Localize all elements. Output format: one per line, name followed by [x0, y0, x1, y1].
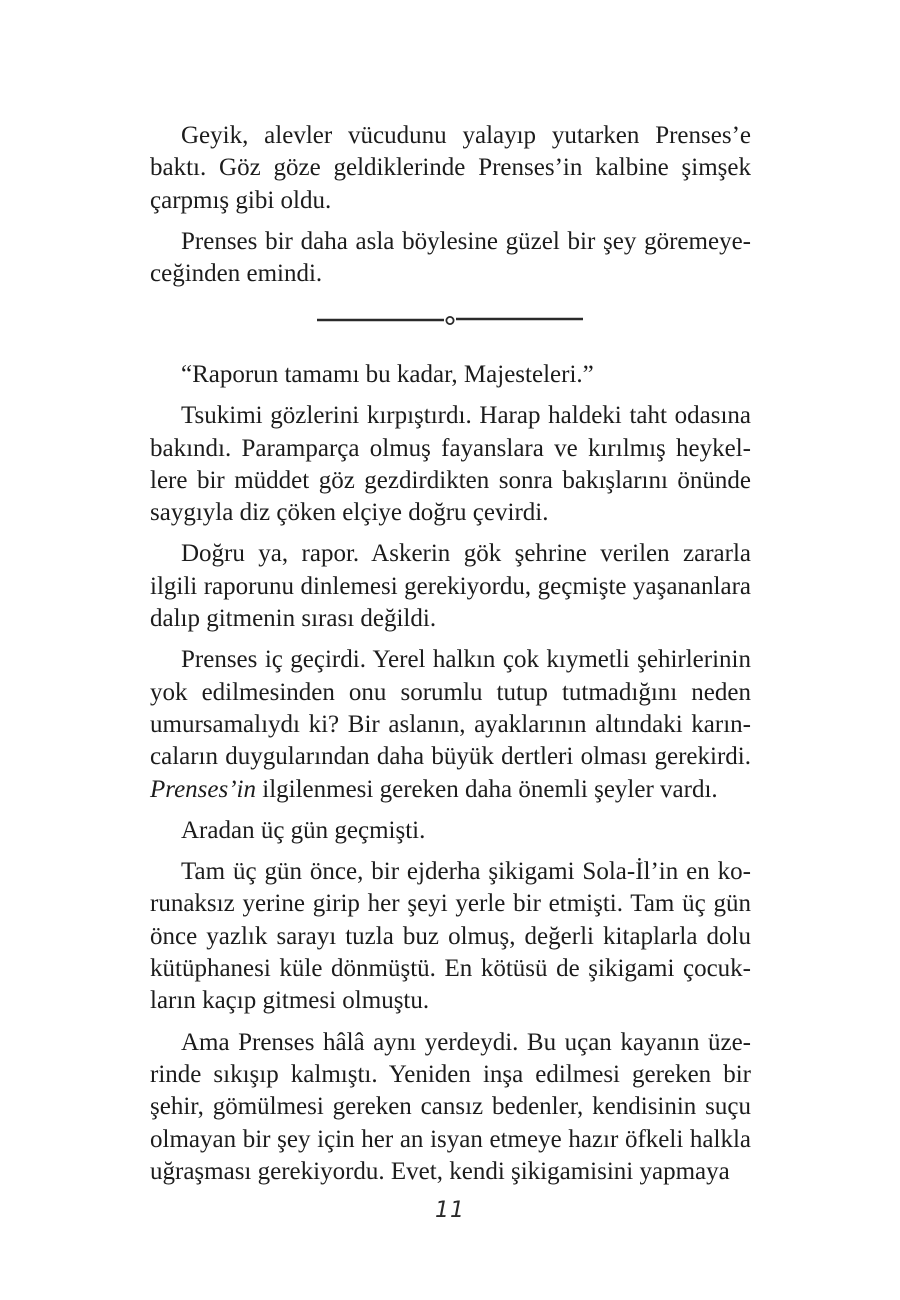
paragraph-text: Prenses iç geçirdi. Yerel halkın çok kıymetli şehirlerinin yok edilmesinden onu sorumlu tutup tutmadığını neden umursamalıydı ki? Bir aslanın, ayaklarının altındaki karıncaların duygularından daha büyük dertleri olması gerekirdi. — [150, 646, 751, 771]
section-two — [150, 359, 751, 1188]
italic-name: Prenses’in — [150, 775, 256, 803]
page-number: 11 — [435, 1198, 465, 1223]
paragraph: Doğru ya, rapor. Askerin gök şehrine verilen zararla ilgili raporunu dinlemesi gerekiyordu, geçmişte yaşananlara dalıp gitmenin sırası değildi. — [150, 540, 751, 633]
paragraph: Tam üç gün önce, bir ejderha şikigami Sola-İl’in en korunaksız yerine girip her şeyi yerle bir etmişti. Tam üç gün önce yazlık sarayı tuzla buz olmuş, değerli kitaplarla dolu kütüphanesi küle dönmüştü. En kötüsü de şikigami çocukların kaçıp gitmesi olmuştu. — [150, 858, 751, 1015]
paragraph: Prenses bir daha asla böylesine güzel bir şey göremeyeceğinden emindi. — [150, 227, 751, 288]
paragraph: Tsukimi gözlerini kırpıştırdı. Harap haldeki taht odasına bakındı. Paramparça olmuş fayanslara ve kırılmış heykellere bir müddet göz gezdirdikten sonra bakışlarını önünde saygıyla diz çöken elçiye doğru çevirdi. — [150, 402, 751, 527]
paragraph-text: ilgilenmesi gereken daha önemli şeyler vardı. — [256, 775, 718, 803]
paragraph: Aradan üç gün geçmişti. — [181, 816, 426, 844]
ornament-divider-icon — [317, 312, 583, 328]
paragraph — [150, 644, 751, 805]
paragraph: Geyik, alevler vücudunu yalayıp yutarken Prenses’e baktı. Göz göze geldiklerinde Prenses’in kalbine şimşek çarpmış gibi oldu. — [150, 122, 751, 214]
paragraph: “Raporun tamamı bu kadar, Majesteleri.” — [181, 361, 594, 388]
section-one — [150, 120, 751, 290]
paragraph: Ama Prenses hâlâ aynı yerdeydi. Bu uçan kayanın üzerinde sıkışıp kalmıştı. Yeniden inşa edilmesi gereken bir şehir, gömülmesi gereken cansız bedenler, kendisinin suçu olmayan bir şey için her an isyan etmeye hazır öfkeli halkla uğraşması gerekiyordu. Evet, kendi şikigamisini yapmaya — [150, 1028, 751, 1185]
